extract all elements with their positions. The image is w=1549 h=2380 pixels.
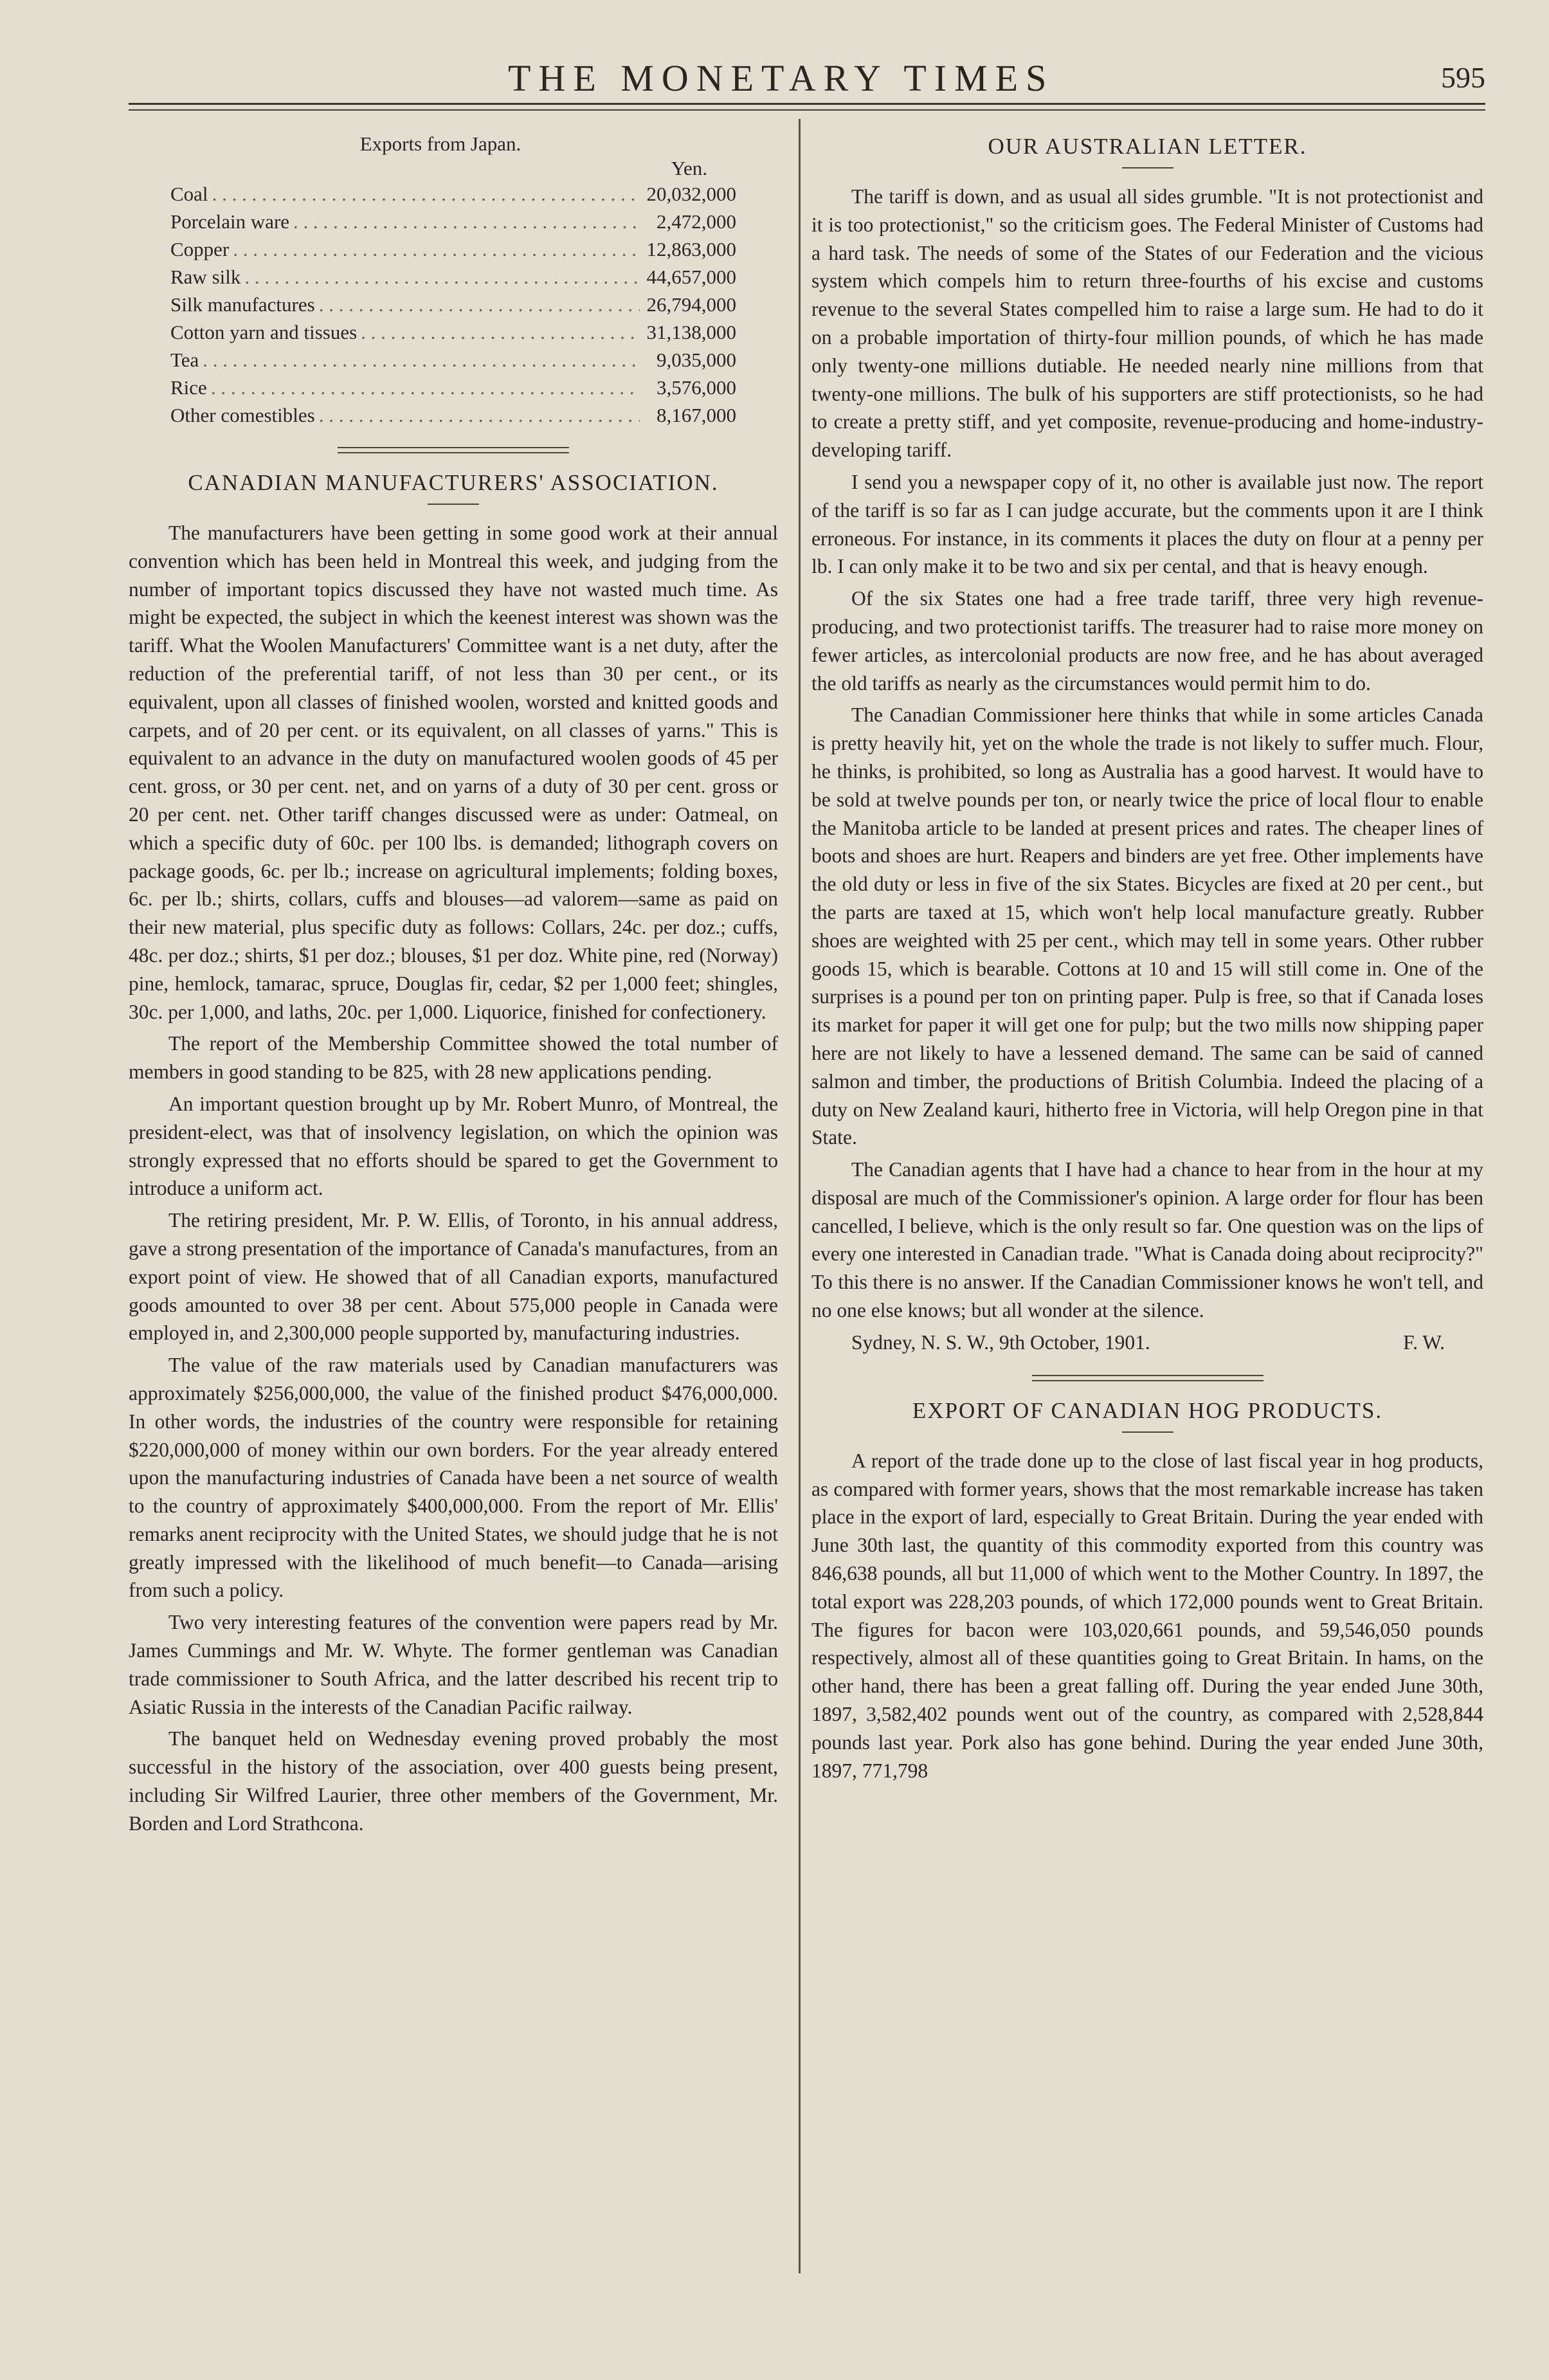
left-column <box>129 122 778 1842</box>
row-value: 26,794,000 <box>646 293 736 316</box>
article-paragraph: I send you a newspaper copy of it, no other is available just now. The report of the tariff is so far as I can judge accurate, but the comments upon it are I think erroneous. For instance, in its comments it places the duty on flour at a penny per lb. I can only make it to be two and six per cental, and that is heavy enough. <box>811 470 1483 578</box>
article-paragraph: The manufacturers have been getting in some good work at their annual convention which has been held in Montreal this week, and judging from the number of important topics discussed they have not wasted much time. As might be expected, the subject in which the keenest interest was shown was the tariff. What the Woolen Manufacturers' Committee want is a net duty, after the reduction of the preferential tariff, of not less than 30 per cent., or its equivalent, upon all classes of finished woolen, worsted and knitted goods and carpets, and of 20 per cent. or its equivalent, on all classes of yarns." This is equivalent to an advance in the duty on manufactured woolen goods of 45 per cent. gross, or 30 per cent. net, and on yarns of a duty of 30 per cent. gross or 20 per cent. net. Other tariff changes discussed were as under: Oatmeal, on which a specific duty of 60c. per 100 lbs. is demanded; lithograph covers on package goods, 6c. per lb.; increase on agricultural implements; folding boxes, 6c. per lb.; shirts, collars, cuffs and blouses—ad valorem—same as paid on their new material, plus specific duty as follows: Collars, 24c. per doz.; cuffs, 48c. per doz.; shirts, $1 per doz.; blouses, $1 per doz. White pine, red (Norway) pine, hemlock, tamarac, spruce, Douglas fir, cedar, $2 per 1,000 feet; shingles, 30c. per 1,000, and laths, 20c. per 1,000. Liquorice, finished for confectionery. <box>129 522 778 1023</box>
page-number: 595 <box>1441 61 1485 94</box>
section-divider <box>1032 1375 1264 1381</box>
cma-heading: CANADIAN MANUFACTURERS' ASSOCIATION. <box>188 470 719 495</box>
row-value: 12,863,000 <box>646 238 736 260</box>
hog-heading: EXPORT OF CANADIAN HOG PRODUCTS. <box>912 1397 1383 1423</box>
cma-article <box>129 519 778 1838</box>
table-row <box>129 235 778 263</box>
author-initials: F. W. <box>1403 1331 1445 1354</box>
article-paragraph: The Canadian Commissioner here thinks that while in some articles Canada is pretty heavily hit, yet on the whole the trade is not likely to suffer much. Flour, he thinks, is prohibited, so long as Australia has a good harvest. It would have to be sold at twelve pounds per ton, or nearly twice the price of local flour to enable the Manitoba article to be landed at present prices and rates. The cheaper lines of boots and shoes are hurt. Reapers and binders are yet free. Other implements have the old duty or less in five of the six States. Bicycles are fixed at 20 per cent., but the parts are taxed at 15, which won't help local manufacture greatly. Rubber shoes are weighted with 25 per cent., which may tell in some years. Other rubber goods 15, which is bearable. Cottons at 10 and 15 will still come in. One of the surprises is a pound per ton on printing paper. Pulp is free, so that if Canada loses its market for paper it will get one for pulp; but the two mills now shipping paper here are not likely to have a lessened demand. The same can be said of canned salmon and timber, the productions of British Columbia. Indeed the placing of a duty on New Zealand kauri, hitherto free in Victoria, will help Oregon pine in that State. <box>811 704 1483 1149</box>
signature-line <box>811 1329 1483 1357</box>
row-item: Tea <box>170 349 199 371</box>
column-divider <box>799 119 801 2273</box>
exports-table <box>129 180 778 429</box>
exports-table-title: Exports from Japan. <box>359 132 521 155</box>
heading-rule <box>428 504 479 505</box>
masthead-title: THE MONETARY TIMES <box>508 57 1055 99</box>
article-paragraph: The retiring president, Mr. P. W. Ellis, of Toronto, in his annual address, gave a strong presentation of the importance of Canada's manufactures, from an export point of view. He showed that of all Canadian exports, manufactured goods amounted to over 38 per cent. About 575,000 people in Canada were employed in, and 2,300,000 people supported by, manufacturing industries. <box>129 1209 778 1345</box>
exports-unit: Yen. <box>671 157 707 179</box>
table-row <box>129 346 778 374</box>
row-value: 44,657,000 <box>646 266 736 288</box>
table-row <box>129 318 778 346</box>
row-item: Other comestibles <box>170 404 315 426</box>
masthead-rule <box>129 103 1485 105</box>
row-value: 2,472,000 <box>657 210 736 233</box>
section-divider <box>338 447 569 453</box>
australian-article <box>811 183 1483 1357</box>
article-paragraph: An important question brought up by Mr. Robert Munro, of Montreal, the president-elect, was that of insolvency legislation, on which the opinion was strongly expressed that no efforts should be spared to get the Government to introduce a uniform act. <box>129 1092 778 1200</box>
masthead <box>129 57 1485 99</box>
table-row <box>129 180 778 208</box>
table-row <box>129 374 778 401</box>
article-paragraph: The Canadian agents that I have had a chance to hear from in the hour at my disposal are much of the Commissioner's opinion. A large order for flour has been cancelled, I believe, which is the only result so far. One question was on the lips of every one interested in Canadian trade. "What is Canada doing about reciprocity?" To this there is no answer. If the Canadian Commissioner knows he won't tell, and no one else knows; but all wonder at the silence. <box>811 1158 1483 1322</box>
row-value: 20,032,000 <box>646 183 736 205</box>
table-row <box>129 401 778 429</box>
article-paragraph: The banquet held on Wednesday evening proved probably the most successful in the history of the association, over 400 guests being present, including Sir Wilfred Laurier, three other members of the Government, Mr. Borden and Lord Strathcona. <box>129 1727 778 1835</box>
article-paragraph: A report of the trade done up to the close of last fiscal year in hog products, as compared with former years, shows that the most remarkable increase has taken place in the export of lard, especially to Great Britain. During the year ended with June 30th last, the quantity of this commodity exported from this country was 846,638 pounds, all but 11,000 of which went to the Mother Country. In 1897, the total export was 228,203 pounds, of which 172,000 pounds went to Great Britain. The figures for bacon were 103,020,661 pounds, and 59,546,050 pounds respectively, almost all of these quantities going to Great Britain. In hams, on the other hand, there has been a great falling off. During the year ended June 30th, 1897, 3,582,402 pounds went out of the country, as compared with 2,528,844 pounds last year. Pork also has gone behind. During the year ended June 30th, 1897, 771,798 <box>811 1449 1483 1782</box>
row-value: 9,035,000 <box>657 349 736 371</box>
right-column <box>811 122 1483 1788</box>
article-paragraph: The tariff is down, and as usual all sides grumble. "It is not protectionist and it is too protectionist," so the criticism goes. The Federal Minister of Customs had a hard task. The needs of some of the States of our Federation and the vicious system which compels him to return three-fourths of his excise and customs revenue to the several States compelled him to raise a large sum. He had to do it on a probable importation of thirty-four million pounds, of which he has made only twenty-one millions dutiable. He needed nearly nine millions from that twenty-one millions. The bulk of his supporters are stiff protectionists, so he had to create a pretty stiff, and yet composite, revenue-producing and home-industry-developing tariff. <box>811 185 1483 462</box>
row-item: Silk manufactures <box>170 293 315 316</box>
row-item: Raw silk <box>170 266 241 288</box>
row-item: Coal <box>170 183 208 205</box>
row-item: Rice <box>170 376 207 399</box>
heading-rule <box>1122 1431 1173 1433</box>
article-paragraph: The value of the raw materials used by Canadian manufacturers was approximately $256,000,000, the value of the finished product $476,000,000. In other words, the industries of the country were responsible for retaining $220,000,000 of money within our own borders. For the year already entered upon the manufacturing industries of Canada have been a net source of wealth to the country of approximately $400,000,000. From the report of Mr. Ellis' remarks anent reciprocity with the United States, we should judge that he is not greatly impressed with the likelihood of much benefit—to Canada—arising from such a policy. <box>129 1354 778 1602</box>
article-paragraph: Two very interesting features of the convention were papers read by Mr. James Cummings and Mr. W. Whyte. The former gentleman was Canadian trade commissioner to South Africa, and the latter described his recent trip to Asiatic Russia in the interests of the Canadian Pacific railway. <box>129 1611 778 1718</box>
dateline: Sydney, N. S. W., 9th October, 1901. <box>851 1331 1150 1354</box>
table-row <box>129 263 778 291</box>
table-row <box>129 208 778 235</box>
row-item: Copper <box>170 238 230 260</box>
row-value: 3,576,000 <box>657 376 736 399</box>
row-value: 8,167,000 <box>657 404 736 426</box>
row-value: 31,138,000 <box>646 321 736 343</box>
row-item: Cotton yarn and tissues <box>170 321 358 343</box>
australian-heading: OUR AUSTRALIAN LETTER. <box>988 134 1307 159</box>
masthead-rule-thin <box>129 109 1485 111</box>
article-paragraph: Of the six States one had a free trade tariff, three very high revenue-producing, and two protectionist tariffs. The treasurer had to raise more money on fewer articles, as intercolonial products are now free, and he has about averaged the old tariffs as nearly as the circumstances would permit him to do. <box>811 587 1483 695</box>
row-item: Porcelain ware <box>170 210 290 233</box>
heading-rule <box>1122 167 1173 168</box>
hog-article <box>811 1447 1483 1785</box>
table-row <box>129 291 778 318</box>
article-paragraph: The report of the Membership Committee showed the total number of members in good standing to be 825, with 28 new applications pending. <box>129 1032 778 1084</box>
